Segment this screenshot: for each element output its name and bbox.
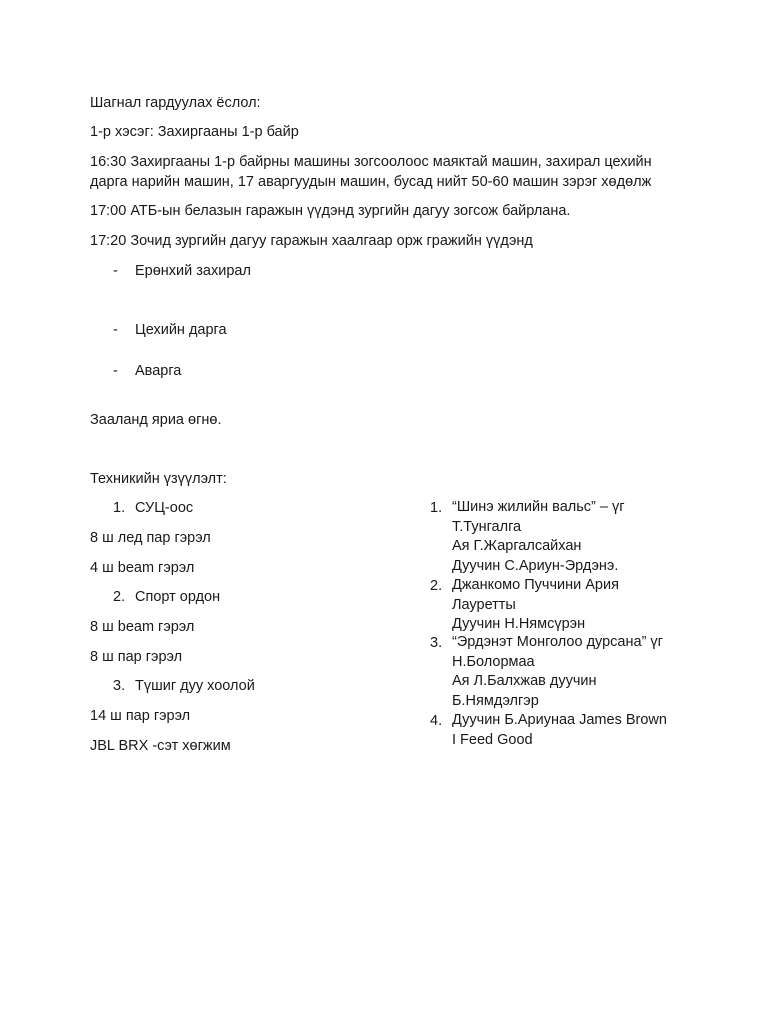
program-line: Ая Л.Балхжав дуучин (452, 673, 597, 689)
tech-spec-line: 4 ш beam гэрэл (90, 560, 195, 576)
program-line: Лауретты (452, 596, 516, 613)
dash-bullet: - (113, 263, 118, 279)
program-line: Н.Болормаа (452, 653, 535, 670)
program-line: Джанкомо Пуччини Ария (452, 577, 619, 593)
program-line: Ая Г.Жаргалсайхан (452, 538, 582, 554)
program-item-puccini (452, 576, 619, 635)
document-heading: Шагнал гардуулах ёслол: (90, 95, 261, 111)
program-item-erdenet (452, 633, 663, 711)
program-item-number: 3. (430, 635, 443, 651)
dash-bullet: - (113, 322, 118, 338)
tech-item-number: 3. (113, 678, 126, 694)
paragraph-1630-line2: дарга нарийн машин, 17 аваргуудын машин, бусад нийт 50-60 машин зэрэг хөдөлж (90, 174, 652, 190)
program-item-number: 4. (430, 713, 443, 729)
dash-item-shop-head: Цехийн дарга (135, 322, 227, 338)
program-line: Дуучин Н.Нямсүрэн (452, 616, 586, 632)
tech-spec-line: 8 ш beam гэрэл (90, 619, 195, 635)
program-item-waltz (452, 498, 625, 576)
program-line: Дуучин С.Ариун-Эрдэнэ. (452, 557, 619, 574)
program-line: Дуучин Б.Ариунаа James Brown (452, 712, 667, 728)
tech-spec-line: 8 ш пар гэрэл (90, 649, 183, 665)
tech-item-number: 1. (113, 500, 126, 516)
tech-item-suts: СУЦ-оос (135, 500, 194, 516)
tech-spec-line: 14 ш пар гэрэл (90, 708, 191, 724)
hall-speech: Зааланд яриа өгнө. (90, 412, 222, 428)
tech-heading: Техникийн үзүүлэлт: (90, 471, 227, 487)
program-item-james-brown (452, 711, 667, 750)
program-line: Т.Тунгалга (452, 518, 522, 535)
program-line: Б.Нямдэлгэр (452, 692, 539, 709)
tech-item-number: 2. (113, 589, 126, 605)
tech-spec-line: 8 ш лед пар гэрэл (90, 530, 211, 546)
dash-item-champion: Аварга (135, 363, 182, 379)
paragraph-1720: 17:20 Зочид зургийн дагуу гаражын хаалгаар орж гражийн үүдэнд (90, 233, 533, 249)
dash-bullet: - (113, 363, 118, 379)
program-line: “Шинэ жилийн вальс” – үг (452, 499, 625, 515)
dash-item-general-director: Ерөнхий захирал (135, 263, 251, 279)
program-item-number: 2. (430, 578, 443, 594)
tech-item-sport-palace: Спорт ордон (135, 589, 221, 605)
program-item-number: 1. (430, 500, 443, 516)
tech-item-tushig: Түшиг дуу хоолой (135, 678, 255, 694)
program-line: I Feed Good (452, 731, 533, 748)
paragraph-1700: 17:00 АТБ-ын белазын гаражын үүдэнд зургийн дагуу зогсож байрлана. (90, 203, 571, 219)
paragraph-1630-line1: 16:30 Захиргааны 1-р байрны машины зогсоолоос маяктай машин, захирал цехийн (90, 154, 652, 170)
program-line: “Эрдэнэт Монголоо дурсана” үг (452, 634, 663, 650)
tech-spec-line: JBL BRX -сэт хөгжим (90, 738, 231, 754)
section-title: 1-р хэсэг: Захиргааны 1-р байр (90, 124, 299, 140)
